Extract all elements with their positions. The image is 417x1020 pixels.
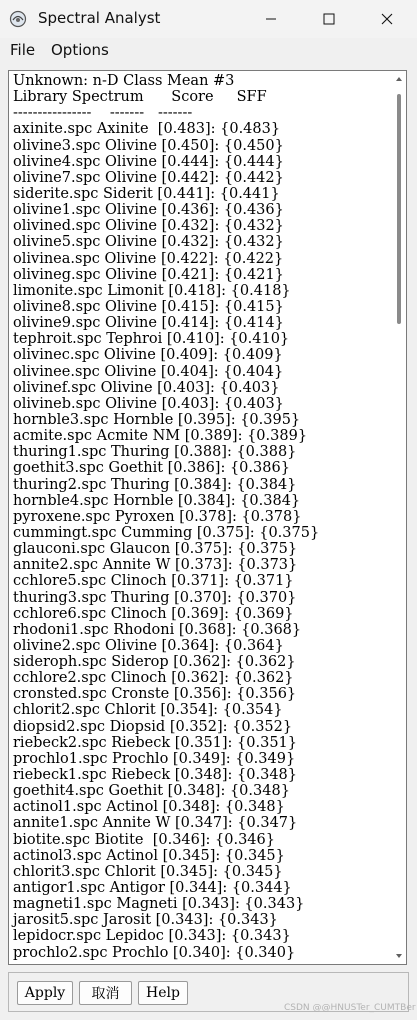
result-line[interactable]: diopsid2.spc Diopsid [0.352]: {0.352} <box>13 718 293 735</box>
result-line[interactable]: acmite.spc Acmite NM [0.389]: {0.389} <box>13 428 308 445</box>
help-button[interactable]: Help <box>138 981 188 1005</box>
menu-file[interactable]: File <box>10 41 36 59</box>
minimize-button[interactable] <box>242 0 300 38</box>
result-line[interactable]: tephroit.spc Tephroi [0.410]: {0.410} <box>13 331 290 348</box>
scroll-down-icon[interactable] <box>395 951 403 961</box>
apply-button[interactable]: Apply <box>17 981 73 1005</box>
result-line[interactable]: riebeck1.spc Riebeck [0.348]: {0.348} <box>13 767 298 784</box>
result-line[interactable]: olivine1.spc Olivine [0.436]: {0.436} <box>13 202 284 219</box>
result-line[interactable]: siderite.spc Siderit [0.441]: {0.441} <box>13 185 280 202</box>
result-line[interactable]: thuring3.spc Thuring [0.370]: {0.370} <box>13 589 297 606</box>
close-icon <box>381 13 393 25</box>
result-line[interactable]: olivinee.spc Olivine [0.404]: {0.404} <box>13 363 284 380</box>
result-line[interactable]: antigor1.spc Antigor [0.344]: {0.344} <box>13 880 292 897</box>
menu-options[interactable]: Options <box>51 41 109 59</box>
result-line[interactable]: olivine2.spc Olivine [0.364]: {0.364} <box>13 637 284 654</box>
result-line[interactable]: olivine8.spc Olivine [0.415]: {0.415} <box>13 298 284 315</box>
result-line[interactable]: goethit3.spc Goethit [0.386]: {0.386} <box>13 460 290 477</box>
result-line[interactable]: olivine5.spc Olivine [0.432]: {0.432} <box>13 234 284 251</box>
result-line[interactable]: glauconi.spc Glaucon [0.375]: {0.375} <box>13 541 298 558</box>
result-line[interactable]: goethit4.spc Goethit [0.348]: {0.348} <box>13 783 290 800</box>
maximize-icon <box>323 13 335 25</box>
header-line: Library Spectrum Score SFF <box>13 89 267 106</box>
result-line[interactable]: thuring1.spc Thuring [0.388]: {0.388} <box>13 444 297 461</box>
scroll-up-icon[interactable] <box>395 74 403 84</box>
result-line[interactable]: hornble3.spc Hornble [0.395]: {0.395} <box>13 411 301 428</box>
result-line[interactable]: prochlo1.spc Prochlo [0.349]: {0.349} <box>13 750 296 767</box>
close-button[interactable] <box>358 0 416 38</box>
result-line[interactable]: jarosit5.spc Jarosit [0.343]: {0.343} <box>13 912 278 929</box>
scroll-thumb[interactable] <box>397 94 401 324</box>
result-line[interactable]: lepidocr.spc Lepidoc [0.343]: {0.343} <box>13 928 291 945</box>
result-line[interactable]: chlorit3.spc Chlorit [0.345]: {0.345} <box>13 863 283 880</box>
result-line[interactable]: cchlore6.spc Clinoch [0.369]: {0.369} <box>13 605 294 622</box>
result-line[interactable]: thuring2.spc Thuring [0.384]: {0.384} <box>13 476 297 493</box>
result-line[interactable]: olivineb.spc Olivine [0.403]: {0.403} <box>13 395 284 412</box>
results-text <box>13 73 319 961</box>
result-line[interactable]: cummingt.spc Cumming [0.375]: {0.375} <box>13 524 320 541</box>
result-line[interactable]: chlorit2.spc Chlorit [0.354]: {0.354} <box>13 702 283 719</box>
result-line[interactable]: annite2.spc Annite W [0.373]: {0.373} <box>13 557 298 574</box>
watermark: CSDN @@HNUSTer_CUMTBer <box>284 1003 416 1013</box>
header-line: Unknown: n-D Class Mean #3 <box>13 73 235 89</box>
results-list[interactable] <box>8 70 407 965</box>
window-title: Spectral Analyst <box>38 9 161 27</box>
result-line[interactable]: biotite.spc Biotite [0.346]: {0.346} <box>13 831 275 848</box>
result-line[interactable]: olivine7.spc Olivine [0.442]: {0.442} <box>13 169 284 186</box>
result-line[interactable]: prochlo2.spc Prochlo [0.340]: {0.340} <box>13 944 296 961</box>
result-line[interactable]: olivinef.spc Olivine [0.403]: {0.403} <box>13 379 280 396</box>
vertical-scrollbar[interactable] <box>393 72 405 963</box>
header-line: ---------------- ------- ------- <box>13 105 193 122</box>
title-bar <box>0 0 417 39</box>
result-line[interactable]: cchlore5.spc Clinoch [0.371]: {0.371} <box>13 573 294 590</box>
result-line[interactable]: limonite.spc Limonit [0.418]: {0.418} <box>13 282 291 299</box>
result-line[interactable]: magneti1.spc Magneti [0.343]: {0.343} <box>13 896 305 913</box>
result-line[interactable]: pyroxene.spc Pyroxen [0.378]: {0.378} <box>13 508 302 525</box>
cancel-button[interactable]: 取消 <box>79 981 132 1005</box>
result-line[interactable]: cronsted.spc Cronste [0.356]: {0.356} <box>13 686 297 703</box>
result-line[interactable]: axinite.spc Axinite [0.483]: {0.483} <box>13 121 281 138</box>
result-line[interactable]: olivinec.spc Olivine [0.409]: {0.409} <box>13 347 283 364</box>
result-line[interactable]: annite1.spc Annite W [0.347]: {0.347} <box>13 815 298 832</box>
result-line[interactable]: olivine3.spc Olivine [0.450]: {0.450} <box>13 137 284 154</box>
result-line[interactable]: olivinea.spc Olivine [0.422]: {0.422} <box>13 250 284 267</box>
result-line[interactable]: olivine9.spc Olivine [0.414]: {0.414} <box>13 315 284 332</box>
result-line[interactable]: olivine4.spc Olivine [0.444]: {0.444} <box>13 153 284 170</box>
result-line[interactable]: olivineg.spc Olivine [0.421]: {0.421} <box>13 266 284 283</box>
minimize-icon <box>265 13 277 25</box>
result-line[interactable]: sideroph.spc Siderop [0.362]: {0.362} <box>13 654 296 671</box>
result-line[interactable]: actinol3.spc Actinol [0.345]: {0.345} <box>13 847 285 864</box>
menu-bar <box>0 38 417 64</box>
result-line[interactable]: actinol1.spc Actinol [0.348]: {0.348} <box>13 799 285 816</box>
result-line[interactable]: olivined.spc Olivine [0.432]: {0.432} <box>13 218 284 235</box>
result-line[interactable]: rhodoni1.spc Rhodoni [0.368]: {0.368} <box>13 621 302 638</box>
maximize-button[interactable] <box>300 0 358 38</box>
result-line[interactable]: cchlore2.spc Clinoch [0.362]: {0.362} <box>13 670 294 687</box>
result-line[interactable]: riebeck2.spc Riebeck [0.351]: {0.351} <box>13 734 298 751</box>
app-icon <box>9 10 27 28</box>
result-line[interactable]: hornble4.spc Hornble [0.384]: {0.384} <box>13 492 301 509</box>
